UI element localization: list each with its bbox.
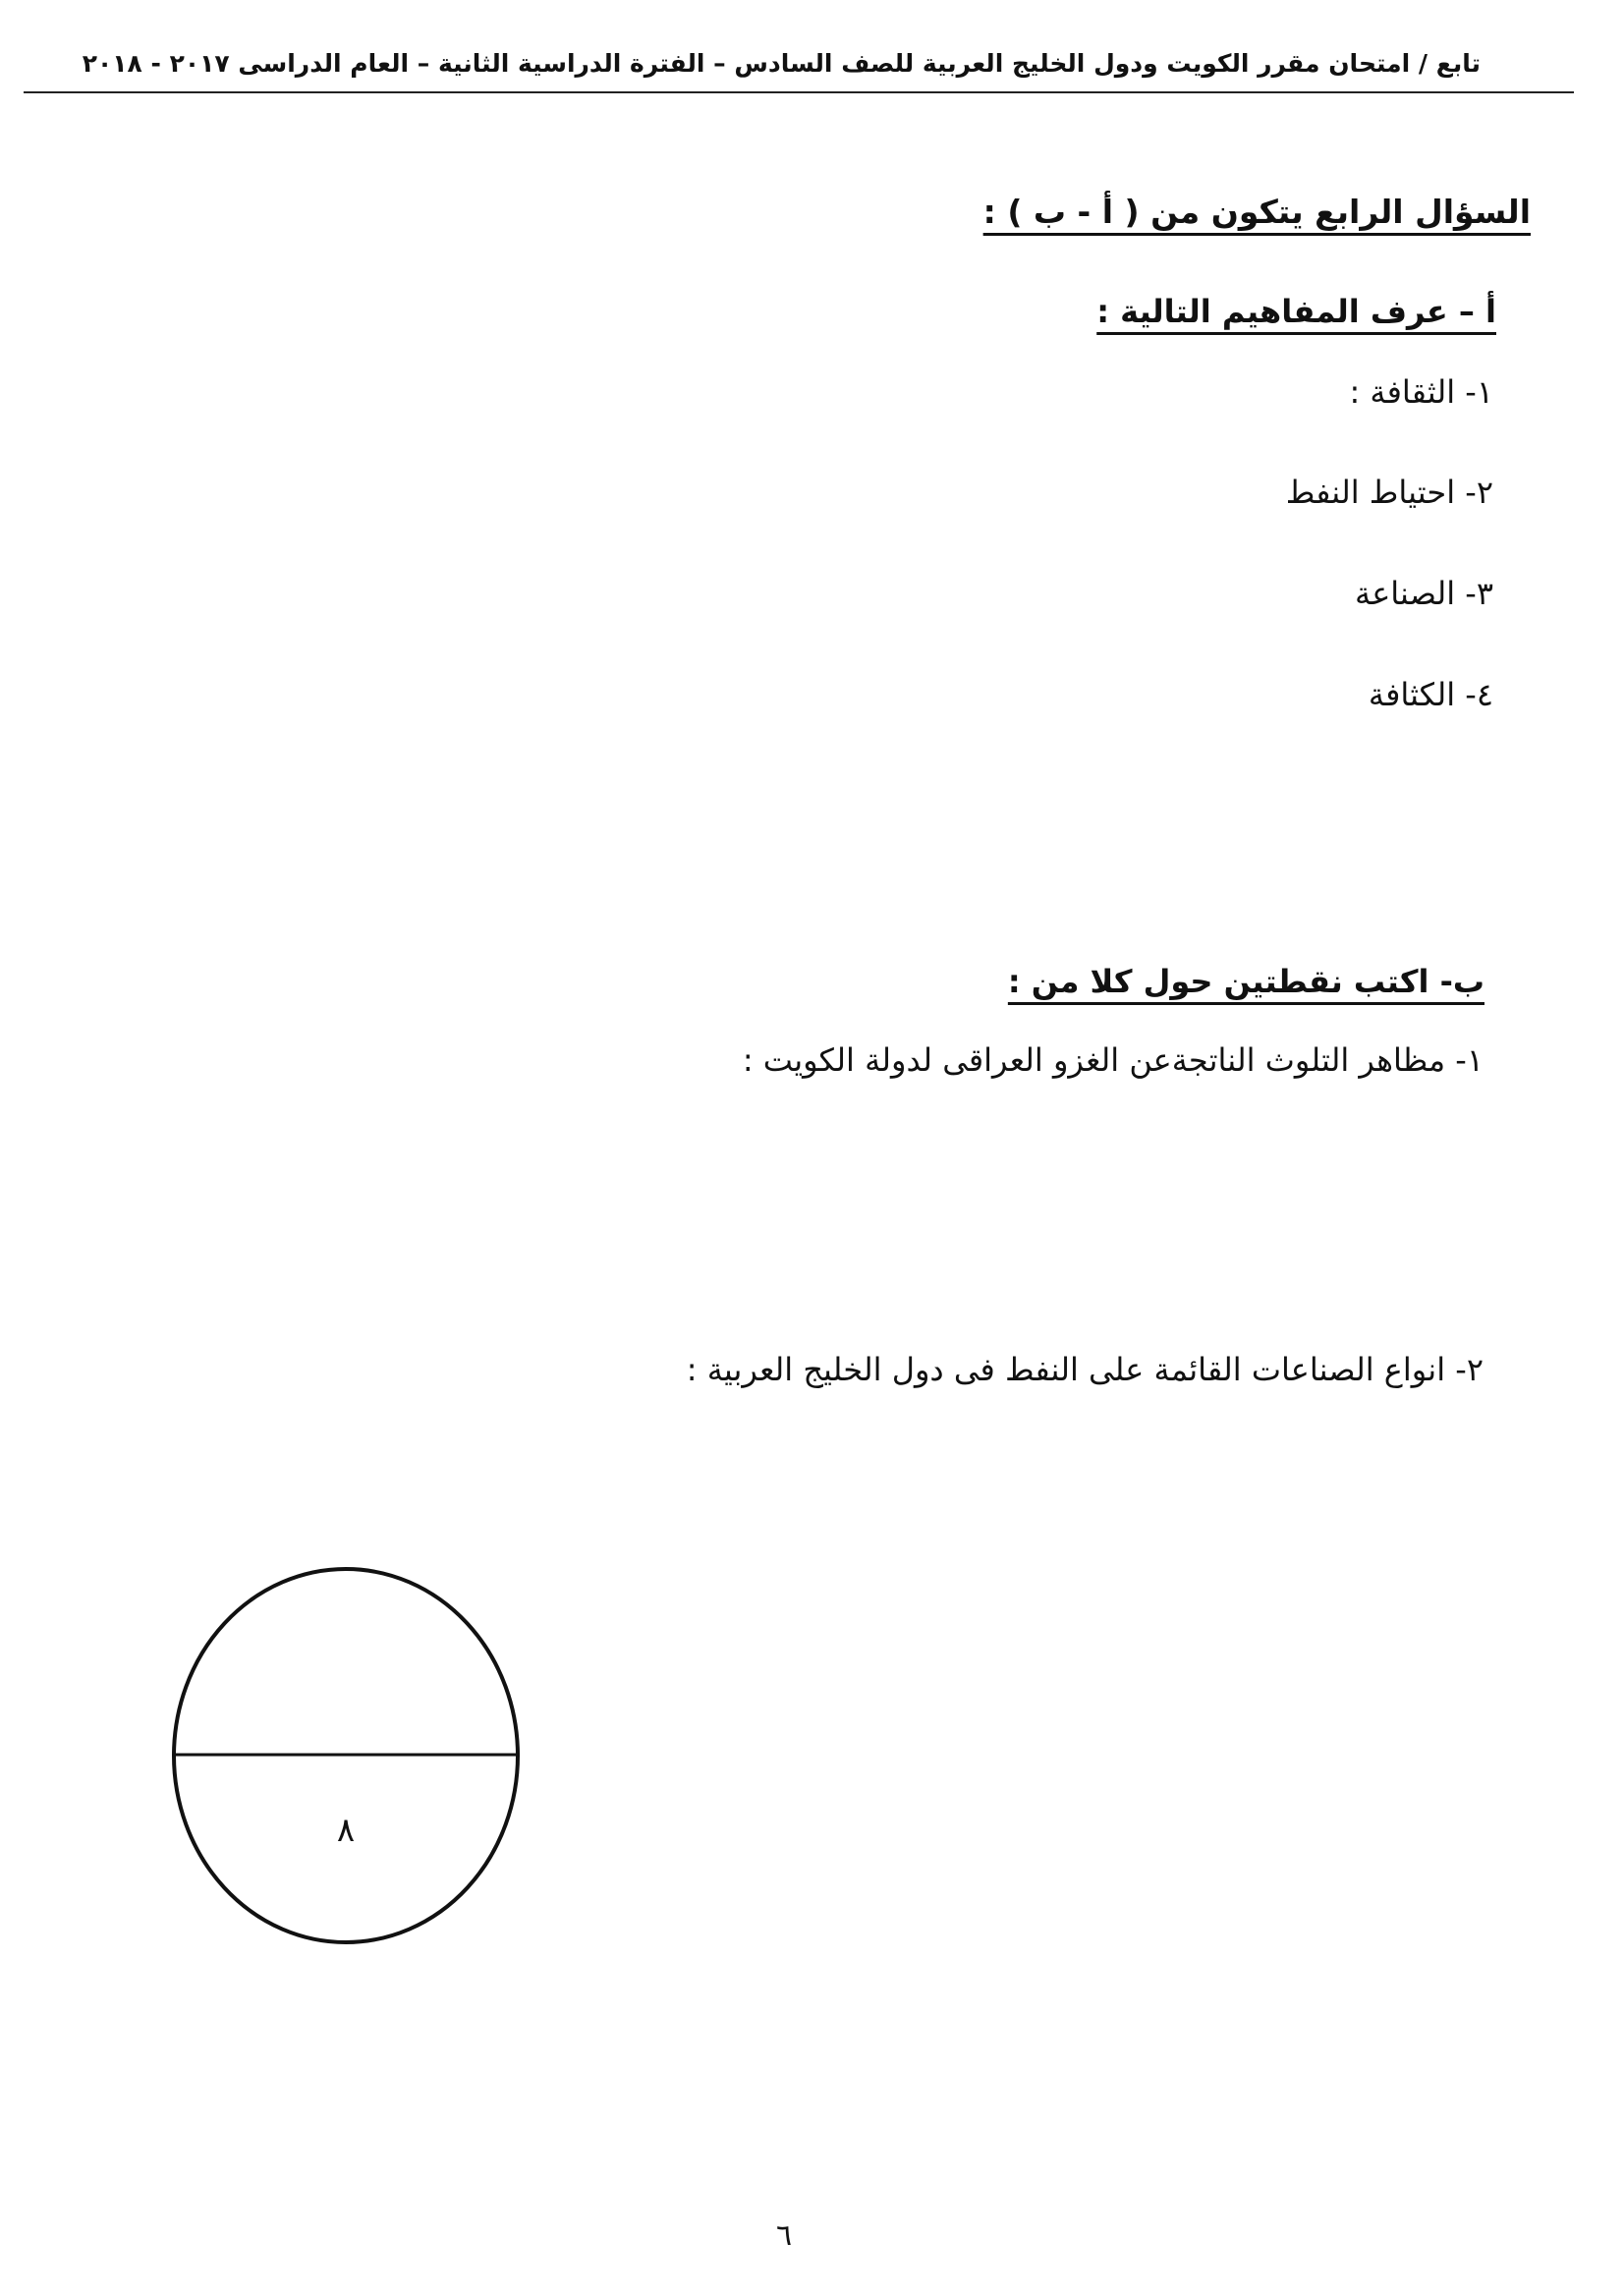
part-a-item: ٣- الصناعة [1355,575,1493,612]
part-a-item: ٤- الكثافة [1368,676,1493,713]
score-circle [169,1564,523,1947]
part-b-item: ١- مظاهر التلوث الناتجةعن الغزو العراقى لدولة الكويت : [742,1041,1484,1079]
page-number: ٦ [776,2218,793,2253]
part-a-title: أ – عرف المفاهيم التالية : [1096,293,1496,330]
part-b-title: ب- اكتب نقطتين حول كلا من : [1007,963,1484,1000]
part-b-item: ٢- انواع الصناعات القائمة على النفط فى دول الخليج العربية : [686,1351,1484,1388]
part-a-item: ٢- احتياط النفط [1285,474,1493,511]
question-4-title: السؤال الرابع يتكون من ( أ - ب ) : [982,193,1531,231]
page-header-title: تابع / امتحان مقرر الكويت ودول الخليج العربية للصف السادس – الفترة الدراسية الثانية – العام الدراسى ٢٠١٧ - ٢٠١٨ [82,49,1481,78]
score-value: ٨ [336,1811,356,1850]
part-a-item: ١- الثقافة : [1349,373,1493,411]
header-divider [24,91,1574,93]
